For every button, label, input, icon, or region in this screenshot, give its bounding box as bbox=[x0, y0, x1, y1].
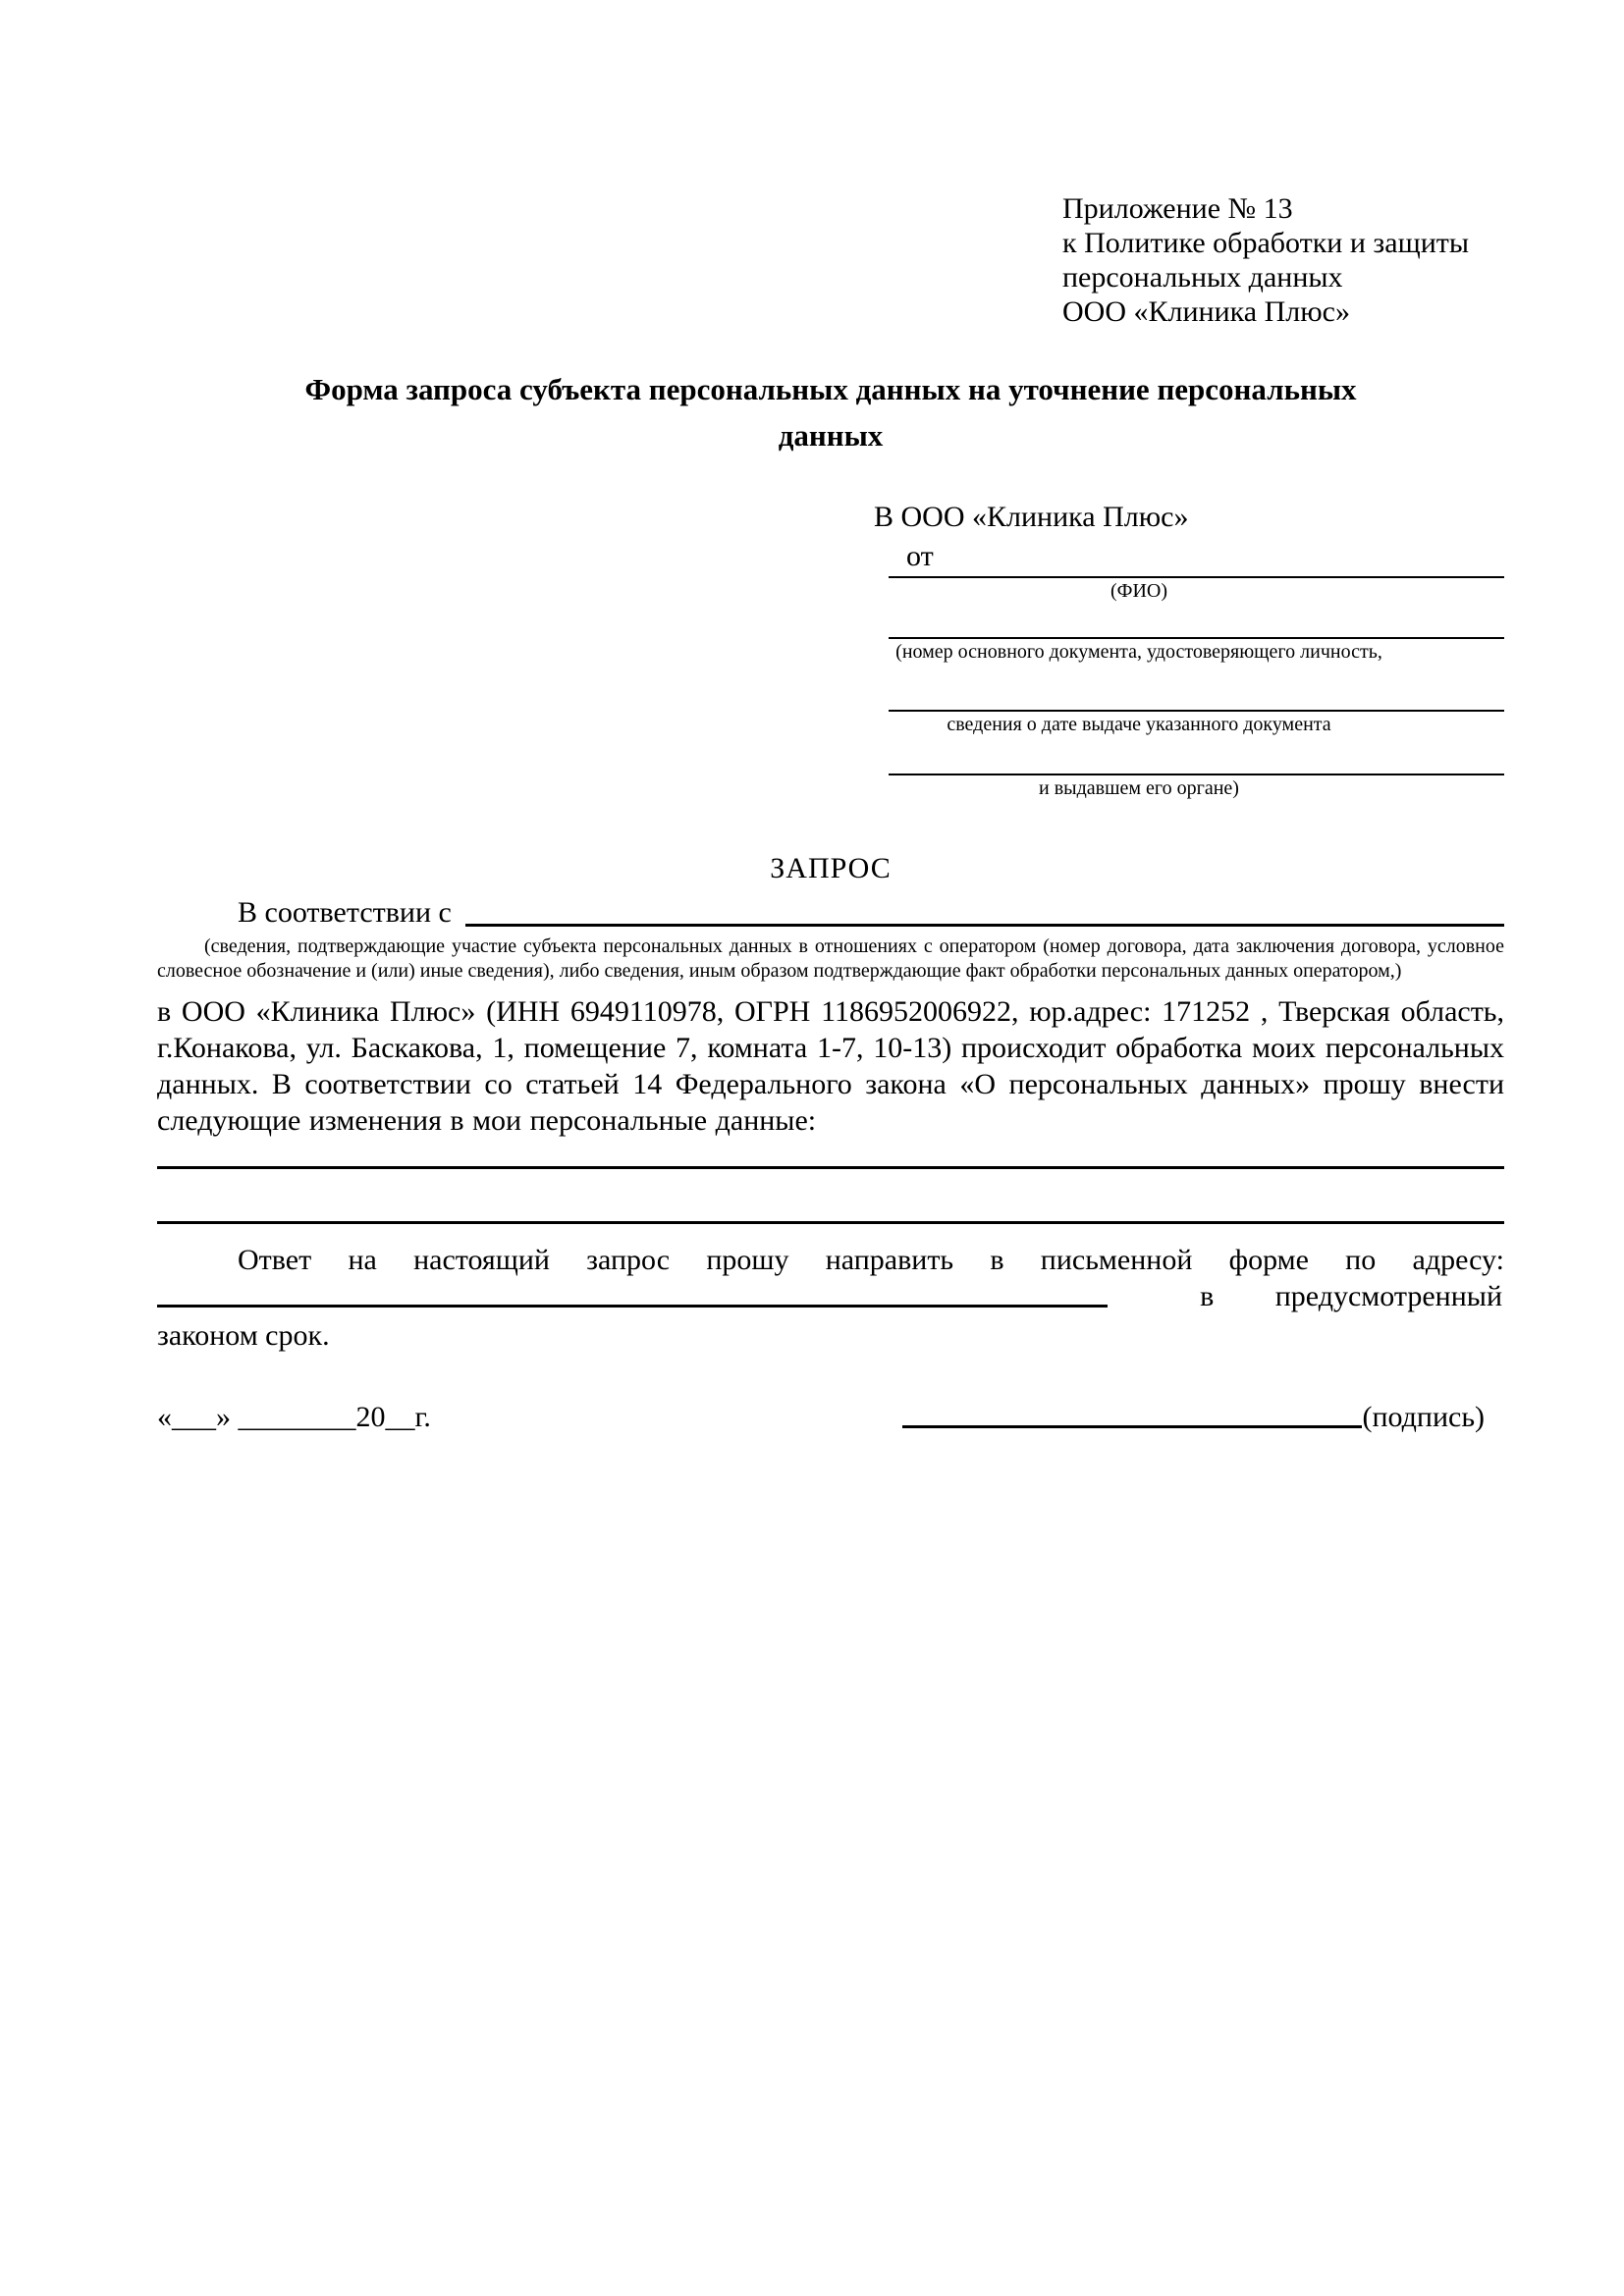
appendix-line: к Политике обработки и защиты bbox=[1062, 227, 1470, 259]
answer-address-line bbox=[157, 1278, 1504, 1314]
request-heading: ЗАПРОС bbox=[770, 852, 892, 884]
changes-fill-line-1 bbox=[157, 1166, 1504, 1169]
signature-fill-line bbox=[902, 1399, 1362, 1428]
answer-end: законом срок. bbox=[157, 1319, 330, 1352]
issue-date-caption: сведения о дате выдаче указанного документа bbox=[947, 714, 1331, 735]
document-title: Форма запроса субъекта персональных данных на уточнение персональных данных bbox=[304, 372, 1357, 453]
spacer bbox=[874, 666, 1504, 710]
date-blank: «___» ________20__г. bbox=[157, 1401, 431, 1433]
accordance-prefix: В соответствии с bbox=[238, 896, 452, 929]
appendix-line: Приложение № 13 bbox=[1062, 192, 1293, 225]
answer-tail: в предусмотренный bbox=[1200, 1280, 1502, 1312]
signature-area bbox=[902, 1399, 1485, 1435]
appendix-block bbox=[1062, 191, 1504, 329]
issuing-authority-caption: и выдавшем его органе) bbox=[1039, 777, 1239, 799]
accordance-line bbox=[157, 894, 1504, 932]
fio-caption: (ФИО) bbox=[1110, 580, 1167, 602]
accordance-fill-line bbox=[465, 894, 1504, 927]
request-body: в ООО «Клиника Плюс» (ИНН 6949110978, ОГРН 1186952006922, юр.адрес: 171252 , Тверская область, г.Конакова, ул. Баскакова, 1, помещение 7, комната 1-7, 10-13) происходит обработка моих персональных данных. В соответствии со статьей 14 Федерального закона «О персональных данных» прошу внести следующие изменения в мои персональные данные: bbox=[157, 995, 1504, 1137]
appendix-line: персональных данных bbox=[1062, 261, 1343, 294]
appendix-line: ООО «Клиника Плюс» bbox=[1062, 295, 1350, 328]
signature-caption: (подпись) bbox=[1362, 1401, 1485, 1433]
spacer bbox=[874, 605, 1504, 637]
addressee-to: В ООО «Клиника Плюс» bbox=[874, 501, 1189, 533]
spacer bbox=[874, 738, 1504, 774]
addressee-block bbox=[874, 498, 1504, 802]
addressee-from-label: от bbox=[906, 540, 934, 572]
address-fill-line bbox=[157, 1278, 1108, 1308]
answer-intro: Ответ на настоящий запрос прошу направить в письменной форме по адресу: bbox=[238, 1244, 1504, 1276]
signature-row bbox=[157, 1399, 1504, 1435]
changes-fill-line-2 bbox=[157, 1221, 1504, 1224]
document-number-caption: (номер основного документа, удостоверяющего личность, bbox=[895, 641, 1382, 663]
accordance-note: (сведения, подтверждающие участие субъекта персональных данных в отношениях с оператором (номер договора, дата заключения договора, условное словесное обозначение и (или) иные сведения), либо сведения, иным образом подтверждающие факт обработки персональных данных оператором,) bbox=[157, 935, 1504, 982]
